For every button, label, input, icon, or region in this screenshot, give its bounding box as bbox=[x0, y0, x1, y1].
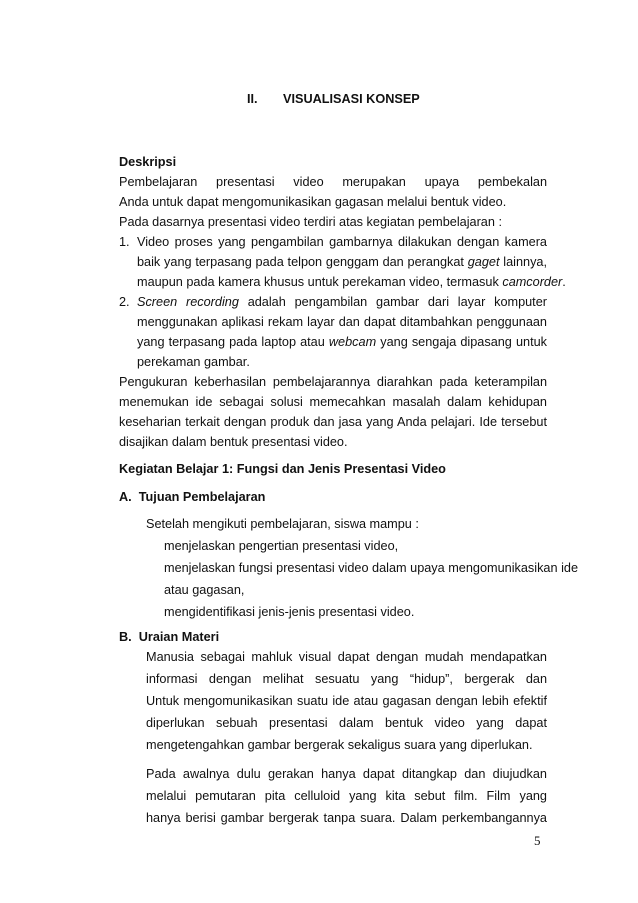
objective-item: atau gagasan, bbox=[164, 583, 245, 597]
paragraph-line: Manusia sebagai mahluk visual dapat dengan mudah mendapatkan bbox=[146, 650, 547, 664]
paragraph-line: Anda untuk dapat mengomunikasikan gagasan melalui bentuk video. bbox=[119, 195, 507, 209]
list-marker: 2. bbox=[119, 295, 130, 309]
paragraph-line: informasi dengan melihat sesuatu yang “hidup”, bergerak dan bbox=[146, 672, 547, 686]
term-screen-recording: Screen recording bbox=[137, 295, 239, 309]
list-item-line: Video proses yang pengambilan gambarnya dilakukan dengan kamera bbox=[137, 235, 547, 249]
objective-item: menjelaskan fungsi presentasi video dalam upaya mengomunikasikan ide bbox=[164, 561, 578, 575]
paragraph-line: disajikan dalam bentuk presentasi video. bbox=[119, 435, 348, 449]
list-item-line: menggunakan aplikasi rekam layar dan dapat ditambahkan penggunaan bbox=[137, 315, 547, 329]
list-item-line bbox=[137, 295, 547, 310]
paragraph-line: Pada awalnya dulu gerakan hanya dapat ditangkap dan diujudkan bbox=[146, 767, 547, 781]
list-item-line: perekaman gambar. bbox=[137, 355, 250, 369]
text-run: adalah pengambilan gambar dari layar komputer bbox=[247, 295, 547, 309]
list-item-line bbox=[137, 275, 566, 290]
paragraph-line: mengetengahkan gambar bergerak sekaligus suara yang diperlukan. bbox=[146, 738, 533, 752]
paragraph-line: Untuk mengomunikasikan suatu ide atau gagasan dengan lebih efektif bbox=[146, 694, 547, 708]
page-number: 5 bbox=[534, 833, 541, 848]
paragraph-line: Pembelajaran presentasi video merupakan upaya pembekalan bbox=[119, 175, 547, 189]
paragraph-line: diperlukan sebuah presentasi dalam bentuk video yang dapat bbox=[146, 716, 547, 730]
paragraph-line: melalui pemutaran pita celluloid yang kita sebut film. Film yang bbox=[146, 789, 547, 803]
text-run: . bbox=[562, 275, 566, 289]
objective-item: menjelaskan pengertian presentasi video, bbox=[164, 539, 399, 553]
text-run: yang terpasang pada laptop atau bbox=[137, 335, 325, 349]
term-webcam: webcam bbox=[328, 335, 377, 349]
paragraph-line: hanya berisi gambar bergerak tanpa suara. Dalam perkembangannya bbox=[146, 811, 547, 825]
paragraph-line: Pada dasarnya presentasi video terdiri atas kegiatan pembelajaran : bbox=[119, 215, 502, 229]
text-run: lainnya, bbox=[499, 255, 547, 269]
list-marker: 1. bbox=[119, 235, 130, 249]
term-camcorder: camcorder bbox=[502, 275, 563, 289]
text-run: baik yang terpasang pada telpon genggam dan perangkat bbox=[137, 255, 464, 269]
section-title-deskripsi: Deskripsi bbox=[119, 155, 177, 169]
section-title-kegiatan: Kegiatan Belajar 1: Fungsi dan Jenis Presentasi Video bbox=[119, 462, 446, 476]
subsection-title-tujuan: A. Tujuan Pembelajaran bbox=[119, 490, 266, 504]
paragraph-line: Pengukuran keberhasilan pembelajarannya diarahkan pada keterampilan bbox=[119, 375, 547, 389]
chapter-title: VISUALISASI KONSEP bbox=[283, 92, 420, 106]
subsection-title-uraian: B. Uraian Materi bbox=[119, 630, 220, 644]
text-run: yang sengaja dipasang untuk bbox=[380, 335, 547, 349]
text-run: maupun pada kamera khusus untuk perekaman video, termasuk bbox=[137, 275, 499, 289]
paragraph-line: menemukan ide sebagai solusi memecahkan masalah dalam kehidupan bbox=[119, 395, 547, 409]
list-item-line bbox=[137, 255, 547, 270]
chapter-number: II. bbox=[247, 92, 258, 106]
paragraph-line: keseharian terkait dengan produk dan jasa yang Anda pelajari. Ide tersebut bbox=[119, 415, 547, 429]
list-item-line bbox=[137, 335, 547, 350]
objective-item: mengidentifikasi jenis-jenis presentasi video. bbox=[164, 605, 415, 619]
term-gaget: gaget bbox=[467, 255, 500, 269]
chapter-heading bbox=[247, 92, 420, 107]
paragraph-line: Setelah mengikuti pembelajaran, siswa mampu : bbox=[146, 517, 419, 531]
